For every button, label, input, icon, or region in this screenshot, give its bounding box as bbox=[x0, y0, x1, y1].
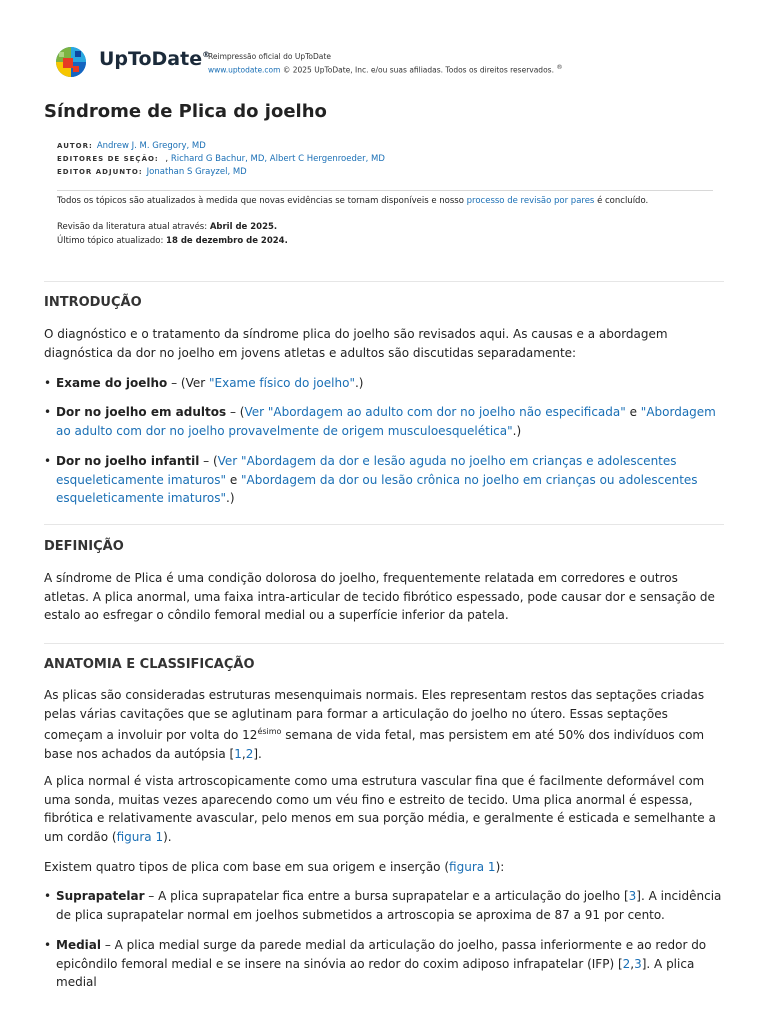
paragraph-text: semana de vida fetal, mas persistem em até 50% dos indivíduos com base nos achados da autópsia [ bbox=[44, 728, 705, 761]
review-date-label: Revisão da literatura atual através: bbox=[57, 222, 210, 232]
list-item-text-part: – A plica medial surge da parede medial da articulação do joelho, passa inferiormente e ao redor do epicôndilo femoral medial e se insere na sinóvia ao redor do coxim adiposo infrapatelar (IFP) [ bbox=[56, 938, 707, 971]
link-exame-fisico-joelho[interactable]: "Exame físico do joelho" bbox=[208, 376, 355, 390]
deputy-editor-link[interactable]: Jonathan S Grayzel, MD bbox=[146, 167, 247, 177]
section-heading-introducao: INTRODUÇÃO bbox=[44, 295, 142, 310]
logo-wordmark bbox=[99, 48, 210, 70]
updated-date-row bbox=[57, 234, 288, 248]
registered-mark: ® bbox=[556, 64, 563, 71]
paragraph-text: ). bbox=[163, 829, 172, 844]
section-divider bbox=[44, 281, 724, 282]
list-item-text bbox=[56, 452, 724, 508]
section-editors-prefix: , bbox=[162, 154, 171, 164]
review-date-value: Abril de 2025. bbox=[209, 222, 278, 232]
logo-name: UpToDate bbox=[99, 48, 203, 70]
section-editors-label: EDITORES DE SEÇÃO: bbox=[57, 155, 159, 163]
list-item-connector: – ( bbox=[226, 405, 245, 419]
paragraph-text: ): bbox=[495, 860, 505, 874]
topic-meta bbox=[57, 140, 385, 179]
reference-separator: , bbox=[630, 956, 635, 971]
list-item-text bbox=[56, 374, 724, 393]
deputy-editor-label: EDITOR ADJUNTO: bbox=[57, 168, 143, 176]
peer-review-notice bbox=[57, 196, 648, 206]
reference-separator: , bbox=[241, 746, 246, 761]
list-item-connector: – (Ver bbox=[167, 376, 209, 390]
paragraph-text: As plicas são consideradas estruturas mesenquimais normais. Eles representam restos das septações criadas pelas várias cavitações que se aglutinam para formar a articulação do joelho no útero. Essas septações começam a involuir por volta do 12 bbox=[44, 688, 705, 742]
list-item-text-part: ]. A incidência de plica suprapatelar normal em joelhos submetidos a artroscopia se aproxima de 87 a 91 por cento. bbox=[56, 889, 722, 922]
reference-link[interactable]: 2 bbox=[245, 746, 254, 761]
reprint-notice bbox=[208, 51, 563, 76]
list-item-text-part: ]. A plica medial bbox=[56, 956, 695, 989]
bullet-dot: • bbox=[44, 889, 52, 903]
paragraph-text: Existem quatro tipos de plica com base em sua origem e inserção ( bbox=[44, 860, 450, 874]
notice-text-before: Todos os tópicos são atualizados à medida que novas evidências se tornam disponíveis e nosso bbox=[57, 196, 467, 206]
section-heading-definicao: DEFINIÇÃO bbox=[44, 539, 124, 554]
reference-link[interactable]: 1 bbox=[234, 746, 242, 761]
bullet-dot: • bbox=[44, 405, 52, 419]
list-item-end: .) bbox=[512, 423, 522, 438]
list-item-connector: e bbox=[625, 405, 641, 419]
link-lesao-cronica-criancas[interactable]: "Abordagem da dor ou lesão crônica no joelho em crianças ou adolescentes esqueleticamente imaturos" bbox=[56, 472, 698, 505]
notice-text-after: é concluído. bbox=[594, 196, 649, 206]
list-item-text bbox=[56, 403, 724, 440]
list-item-title: Exame do joelho bbox=[56, 376, 168, 390]
list-item-text bbox=[56, 887, 724, 924]
list-item-text bbox=[56, 936, 724, 992]
reference-link[interactable]: 3 bbox=[634, 956, 642, 971]
bullet-dot: • bbox=[44, 938, 52, 952]
ordinal-superscript: ésimo bbox=[257, 727, 282, 736]
reference-link[interactable]: 2 bbox=[622, 956, 631, 971]
logo-registered-mark: ® bbox=[202, 50, 211, 59]
anatomy-paragraph-3 bbox=[44, 858, 724, 877]
topic-dates bbox=[57, 220, 288, 248]
list-item-end: .) bbox=[354, 376, 364, 390]
review-date-row bbox=[57, 220, 288, 234]
reprint-line: Reimpressão oficial do UpToDate bbox=[208, 52, 331, 61]
intro-paragraph: O diagnóstico e o tratamento da síndrome plica do joelho são revisados aqui. As causas e a abordagem diagnóstica da dor no joelho em jovens atletas e adultos são discutidas separadamente: bbox=[44, 327, 668, 360]
section-divider bbox=[44, 524, 724, 525]
paragraph-text: A plica normal é vista artroscopicamente como uma estrutura vascular fina que é facilmente deformável com uma sonda, muitas vezes aparecendo como um véu fino e estreito de tecido. Uma plica anormal é espessa, fibrótica e relativamente avascular, pelo menos em sua porção média, e geralmente é esticada e semelhante a um cordão ( bbox=[44, 774, 716, 844]
list-item-title: Dor no joelho em adultos bbox=[56, 405, 227, 419]
figure-link[interactable]: figura 1 bbox=[449, 860, 496, 874]
deputy-editor-row bbox=[57, 166, 385, 179]
section-divider bbox=[44, 643, 724, 644]
list-item-text-part: – A plica suprapatelar fica entre a bursa suprapatelar e a articulação do joelho [ bbox=[144, 889, 629, 903]
list-item-connector: e bbox=[226, 472, 242, 487]
meta-divider bbox=[57, 190, 713, 191]
updated-date-value: 18 de dezembro de 2024. bbox=[166, 236, 288, 246]
bullet-dot: • bbox=[44, 376, 52, 390]
anatomy-paragraph-2 bbox=[44, 772, 724, 846]
reference-link[interactable]: 3 bbox=[628, 889, 637, 903]
author-link[interactable]: Andrew J. M. Gregory, MD bbox=[96, 141, 206, 151]
link-adulto-dor-musculoesqueletica[interactable]: "Abordagem ao adulto com dor no joelho provavelmente de origem musculoesquelética" bbox=[56, 405, 716, 438]
section-heading-anatomia: ANATOMIA E CLASSIFICAÇÃO bbox=[44, 657, 255, 672]
copyright-line bbox=[208, 62, 563, 76]
paragraph-text: ]. bbox=[253, 746, 262, 761]
author-row bbox=[57, 140, 385, 153]
section-editors-row bbox=[57, 153, 385, 166]
uptodate-globe-icon bbox=[55, 46, 87, 78]
list-item-connector: – ( bbox=[199, 454, 218, 468]
peer-review-link[interactable]: processo de revisão por pares bbox=[466, 196, 595, 206]
uptodate-site-link[interactable]: www.uptodate.com bbox=[208, 65, 281, 75]
anatomy-paragraph-1 bbox=[44, 686, 724, 763]
list-item-title: Dor no joelho infantil bbox=[56, 454, 200, 468]
page-title: Síndrome de Plica do joelho bbox=[44, 101, 327, 122]
copyright-text: © 2025 UpToDate, Inc. e/ou suas afiliadas. Todos os direitos reservados. bbox=[280, 65, 557, 75]
link-adulto-dor-nao-especificada[interactable]: Ver "Abordagem ao adulto com dor no joelho não especificada" bbox=[244, 405, 626, 419]
list-item-end: .) bbox=[226, 491, 235, 505]
author-label: AUTOR: bbox=[57, 142, 93, 150]
section-editors-link[interactable]: Richard G Bachur, MD, Albert C Hergenroeder, MD bbox=[170, 154, 385, 164]
header bbox=[55, 46, 735, 80]
updated-date-label: Último tópico atualizado: bbox=[57, 236, 167, 246]
figure-link[interactable]: figura 1 bbox=[116, 829, 164, 844]
definition-paragraph: A síndrome de Plica é uma condição dolorosa do joelho, frequentemente relatada em corredores e outros atletas. A plica anormal, uma faixa intra-articular de tecido fibrótico espessado, pode causar dor e sensação de estalo ao esfregar o côndilo femoral medial ou a superfície inferior da patela. bbox=[44, 571, 715, 622]
list-item-title: Medial bbox=[56, 938, 101, 952]
bullet-dot: • bbox=[44, 454, 52, 468]
list-item-title: Suprapatelar bbox=[56, 889, 145, 903]
link-lesao-aguda-criancas[interactable]: Ver "Abordagem da dor e lesão aguda no joelho em crianças e adolescentes esqueleticamente imaturos" bbox=[56, 454, 677, 487]
